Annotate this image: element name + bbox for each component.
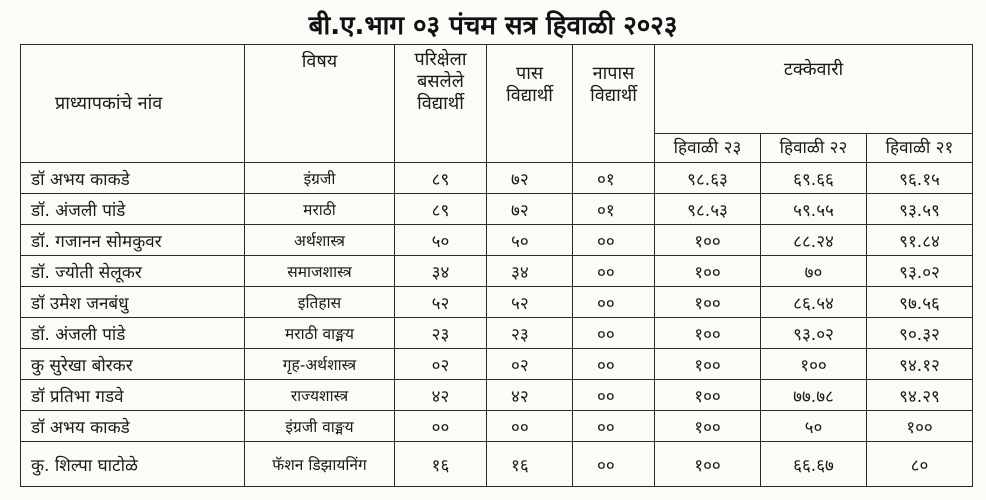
cell-subject: राज्यशास्त्र [245,380,395,411]
cell-percent-23: १०० [655,411,761,442]
cell-percent-22: ५९.५५ [761,194,867,225]
cell-percent-22: ८६.५४ [761,287,867,318]
header-appeared-line3: विद्यार्थी [417,93,464,114]
cell-passed: ३४ [487,256,573,287]
table-row [21,256,973,287]
cell-percent-21: ९७.५६ [867,287,973,318]
cell-name: डॉ. ज्योती सेलूकर [21,256,245,287]
cell-appeared: ५२ [395,287,487,318]
table-row [21,380,973,411]
cell-subject: इंग्रजी [245,163,395,194]
cell-passed: ७२ [487,194,573,225]
header-failed [573,45,655,163]
page-title: बी.ए.भाग ०३ पंचम सत्र हिवाळी २०२३ [308,11,678,41]
header-failed-line2: विद्यार्थी [590,85,637,106]
cell-subject: इतिहास [245,287,395,318]
cell-appeared: ८९ [395,163,487,194]
table-row [21,349,973,380]
cell-percent-23: १०० [655,256,761,287]
cell-name: कु. शिल्पा घाटोळे [21,442,245,487]
cell-percent-22: १०० [761,349,867,380]
header-appeared-line1: परिक्षेला [414,49,467,70]
cell-failed: ०० [573,318,655,349]
header-percentage: टक्केवारी [655,45,973,134]
cell-subject: अर्थशास्त्र [245,225,395,256]
header-passed-line2: विद्यार्थी [506,85,553,106]
table-row [21,287,973,318]
cell-percent-23: १०० [655,380,761,411]
cell-appeared: ५० [395,225,487,256]
table-row [21,411,973,442]
cell-passed: १६ [487,442,573,487]
cell-passed: ०२ [487,349,573,380]
cell-passed: ०० [487,411,573,442]
cell-name: डॉ अभय काकडे [21,163,245,194]
cell-percent-22: ९३.०२ [761,318,867,349]
cell-percent-23: १०० [655,225,761,256]
cell-name: डॉ उमेश जनबंधु [21,287,245,318]
cell-name: डॉ प्रतिभा गडवे [21,380,245,411]
cell-percent-22: ७७.७८ [761,380,867,411]
cell-percent-21: ९६.१५ [867,163,973,194]
table-row [21,194,973,225]
cell-percent-23: १०० [655,318,761,349]
cell-percent-23: १०० [655,442,761,487]
cell-percent-21: ९४.२९ [867,380,973,411]
header-name: प्राध्यापकांचे नांव [21,45,245,163]
cell-passed: ७२ [487,163,573,194]
cell-percent-21: ९४.१२ [867,349,973,380]
cell-passed: ५२ [487,287,573,318]
cell-percent-23: ९८.५३ [655,194,761,225]
cell-name: डॉ अभय काकडे [21,411,245,442]
header-failed-line1: नापास [592,63,635,84]
cell-appeared: ०० [395,411,487,442]
table-row [21,163,973,194]
cell-appeared: ४२ [395,380,487,411]
table-row [21,225,973,256]
cell-appeared: ३४ [395,256,487,287]
cell-percent-22: ८८.२४ [761,225,867,256]
cell-passed: २३ [487,318,573,349]
cell-appeared: १६ [395,442,487,487]
header-passed-line1: पास [515,63,544,84]
cell-failed: ०१ [573,194,655,225]
cell-subject: गृह-अर्थशास्त्र [245,349,395,380]
cell-subject: फॅशन डिझायनिंग [245,442,395,487]
header-appeared [395,45,487,163]
cell-percent-22: ७० [761,256,867,287]
cell-appeared: २३ [395,318,487,349]
cell-subject: समाजशास्त्र [245,256,395,287]
table-body [21,163,973,487]
cell-percent-22: ५० [761,411,867,442]
cell-failed: ०० [573,349,655,380]
cell-name: डॉ. अंजली पांडे [21,194,245,225]
cell-percent-21: १०० [867,411,973,442]
header-passed [487,45,573,163]
cell-percent-21: ९३.०२ [867,256,973,287]
cell-failed: ०० [573,380,655,411]
cell-failed: ०० [573,225,655,256]
cell-failed: ०१ [573,163,655,194]
cell-subject: मराठी [245,194,395,225]
cell-subject: मराठी वाङ्मय [245,318,395,349]
table-row [21,318,973,349]
cell-percent-23: ९८.६३ [655,163,761,194]
cell-percent-23: १०० [655,349,761,380]
cell-failed: ०० [573,287,655,318]
cell-percent-21: ९१.८४ [867,225,973,256]
header-year-22: हिवाळी २२ [761,134,867,163]
cell-percent-22: ६९.६६ [761,163,867,194]
cell-appeared: ०२ [395,349,487,380]
cell-appeared: ८९ [395,194,487,225]
cell-percent-21: ९३.५९ [867,194,973,225]
cell-name: डॉ. गजानन सोमकुवर [21,225,245,256]
header-subject: विषय [245,45,395,163]
result-table [20,44,973,487]
cell-percent-21: ९०.३२ [867,318,973,349]
cell-subject: इंग्रजी वाङ्मय [245,411,395,442]
cell-percent-23: १०० [655,287,761,318]
cell-failed: ०० [573,256,655,287]
cell-passed: ५० [487,225,573,256]
cell-percent-21: ८० [867,442,973,487]
header-appeared-line2: बसलेले [417,71,464,92]
header-year-23: हिवाळी २३ [655,134,761,163]
cell-passed: ४२ [487,380,573,411]
cell-name: कु सुरेखा बोरकर [21,349,245,380]
cell-name: डॉ. अंजली पांडे [21,318,245,349]
cell-failed: ०० [573,442,655,487]
table-row [21,442,973,487]
cell-failed: ०० [573,411,655,442]
cell-percent-22: ६६.६७ [761,442,867,487]
header-year-21: हिवाळी २१ [867,134,973,163]
